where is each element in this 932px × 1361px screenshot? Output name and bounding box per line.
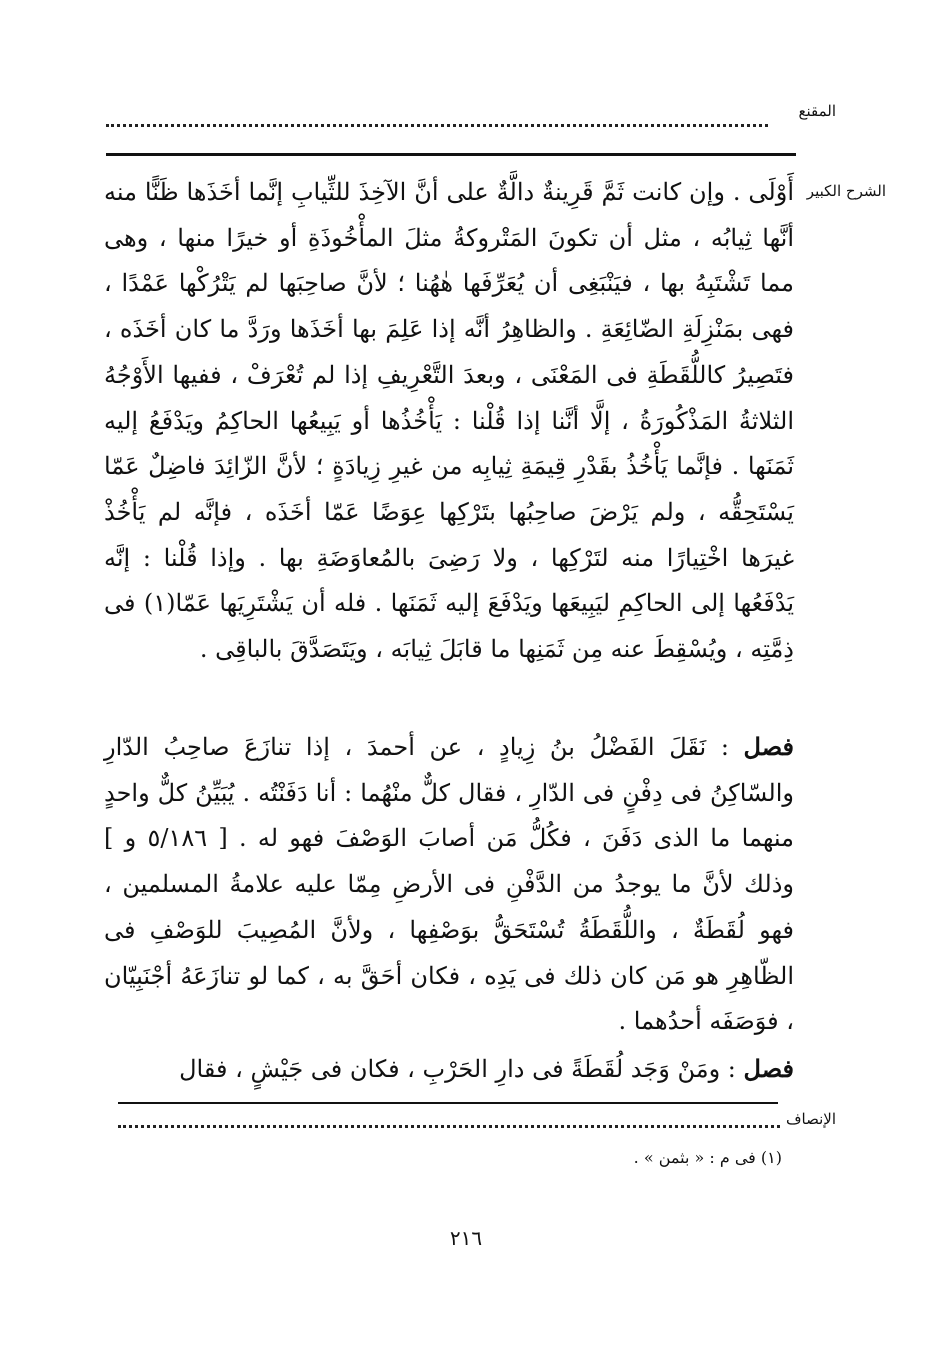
insaf-dotted-rule bbox=[118, 1125, 780, 1128]
main-text-block bbox=[104, 170, 794, 673]
fasl-heading-2: فصل bbox=[743, 1054, 794, 1083]
paragraph-1: أَوْلَى . وإن كانت ثَمَّ قَرِينةٌ دالَّةٌ على أنَّ الآخِذَ للثِّيابِ إنَّما أخَذَها ظَنًّا منه أنَّها ثِيابُه ، مثل أن تكونَ المَتْروكةُ مثلَ المأْخُوذَةِ أو خيرًا منها ، وهى مما تَشْتَبِهُ بها ، فيَنْبَغِى أن يُعَرِّفَها هٰهُنا ؛ لأنَّ صاحِبَها لم يَتْرُكْها عَمْدًا ، فهى بمَنْزِلَةِ الضّائِعَةِ . والظاهِرُ أنَّه إذا عَلِمَ بها أخَذَها ورَدَّ ما كان أخَذَه ، فتَصِيرُ كاللُّقَطَةِ فى المَعْنَى ، وبعدَ التَّعْرِيفِ إذا لم تُعْرَفْ ، ففيها الأَوْجُهُ الثلاثةُ المَذْكُورَةُ ، إلَّا أنَّنا إذا قُلْنا : يَأْخُذُها أو يَبِيعُها الحاكِمُ ويَدْفَعُ إليه ثَمَنَها . فإنَّما يَأْخُذُ بقَدْرِ قِيمَةِ ثِيابِه من غيرِ زِيادَةٍ ؛ لأنَّ الزّائِدَ فاضِلٌ عَمّا يَسْتَحِقُّه ، ولم يَرْضَ صاحِبُها بتَرْكِها عِوَضًا عَمّا أخَذَه ، فإنَّه لم يَأْخُذْ غيرَها اخْتِيارًا منه لتَرْكِها ، ولا رَضِىَ بالمُعاوَضَةِ بها . وإذا قُلْنا : إنَّه يَدْفَعُها إلى الحاكِمِ ليَبِيعَها ويَدْفَعَ إليه ثَمَنَها . فله أن يَشْتَرِيَها عَمّا(١) فى ذِمَّتِه ، ويُسْقِطَ عنه مِن ثَمَنِها ما قابَلَ ثِيابَه ، ويَتَصَدَّقَ بالباقِى . bbox=[104, 178, 794, 664]
section-label-sharh-kabir: الشرح الكبير bbox=[806, 182, 886, 200]
page-number: ٢١٦ bbox=[449, 1226, 483, 1250]
fasl-heading: فصل bbox=[743, 732, 794, 761]
paragraph-3-text: : ومَنْ وَجَد لُقَطَةً فى دارِ الحَرْبِ ، فكان فى جَيْشٍ ، فقال bbox=[179, 1055, 744, 1083]
section-label-insaf: الإنصاف bbox=[785, 1110, 836, 1128]
book-label-muqni: المقنع bbox=[798, 102, 836, 120]
header-dotted-rule bbox=[106, 124, 768, 127]
paragraph-2-text: : نَقَلَ الفَضْلُ بنُ زِيادٍ ، عن أحمدَ ، إذا تنازَعَ صاحِبُ الدّارِ والسّاكِنُ فى دِفْنٍ فى الدّارِ ، فقال كلٌّ منْهُما : أنا دَفَنْتُه . يُبَيِّنُ كلٌّ واحدٍ منهما ما الذى دَفَنَ ، فكُلُّ مَن أصابَ الوَصْفَ فهو له . [ ٥/١٨٦ و ] وذلك لأنَّ ما يوجدُ من الدَّفْنِ فى الأرضِ مِمّا عليه علامةُ المسلمين ، فهو لُقَطَةٌ ، واللُّقَطَةُ تُسْتَحَقُّ بوَصْفِها ، ولأنَّ المُصِيبَ للوَصْفِ فى الظّاهِرِ هو مَن كان ذلك فى يَدِه ، فكان أحَقَّ به ، كما لو تنازَعَهُ أجْنَبِيّان ، فوَصَفَه أحدُهما . bbox=[104, 733, 795, 1036]
insaf-top-rule bbox=[118, 1102, 778, 1104]
paragraph-2 bbox=[104, 724, 794, 1045]
header-solid-rule bbox=[106, 153, 796, 156]
footnote: (١) فى م : « بثمن » . bbox=[633, 1148, 782, 1167]
paragraph-3 bbox=[104, 1046, 794, 1093]
